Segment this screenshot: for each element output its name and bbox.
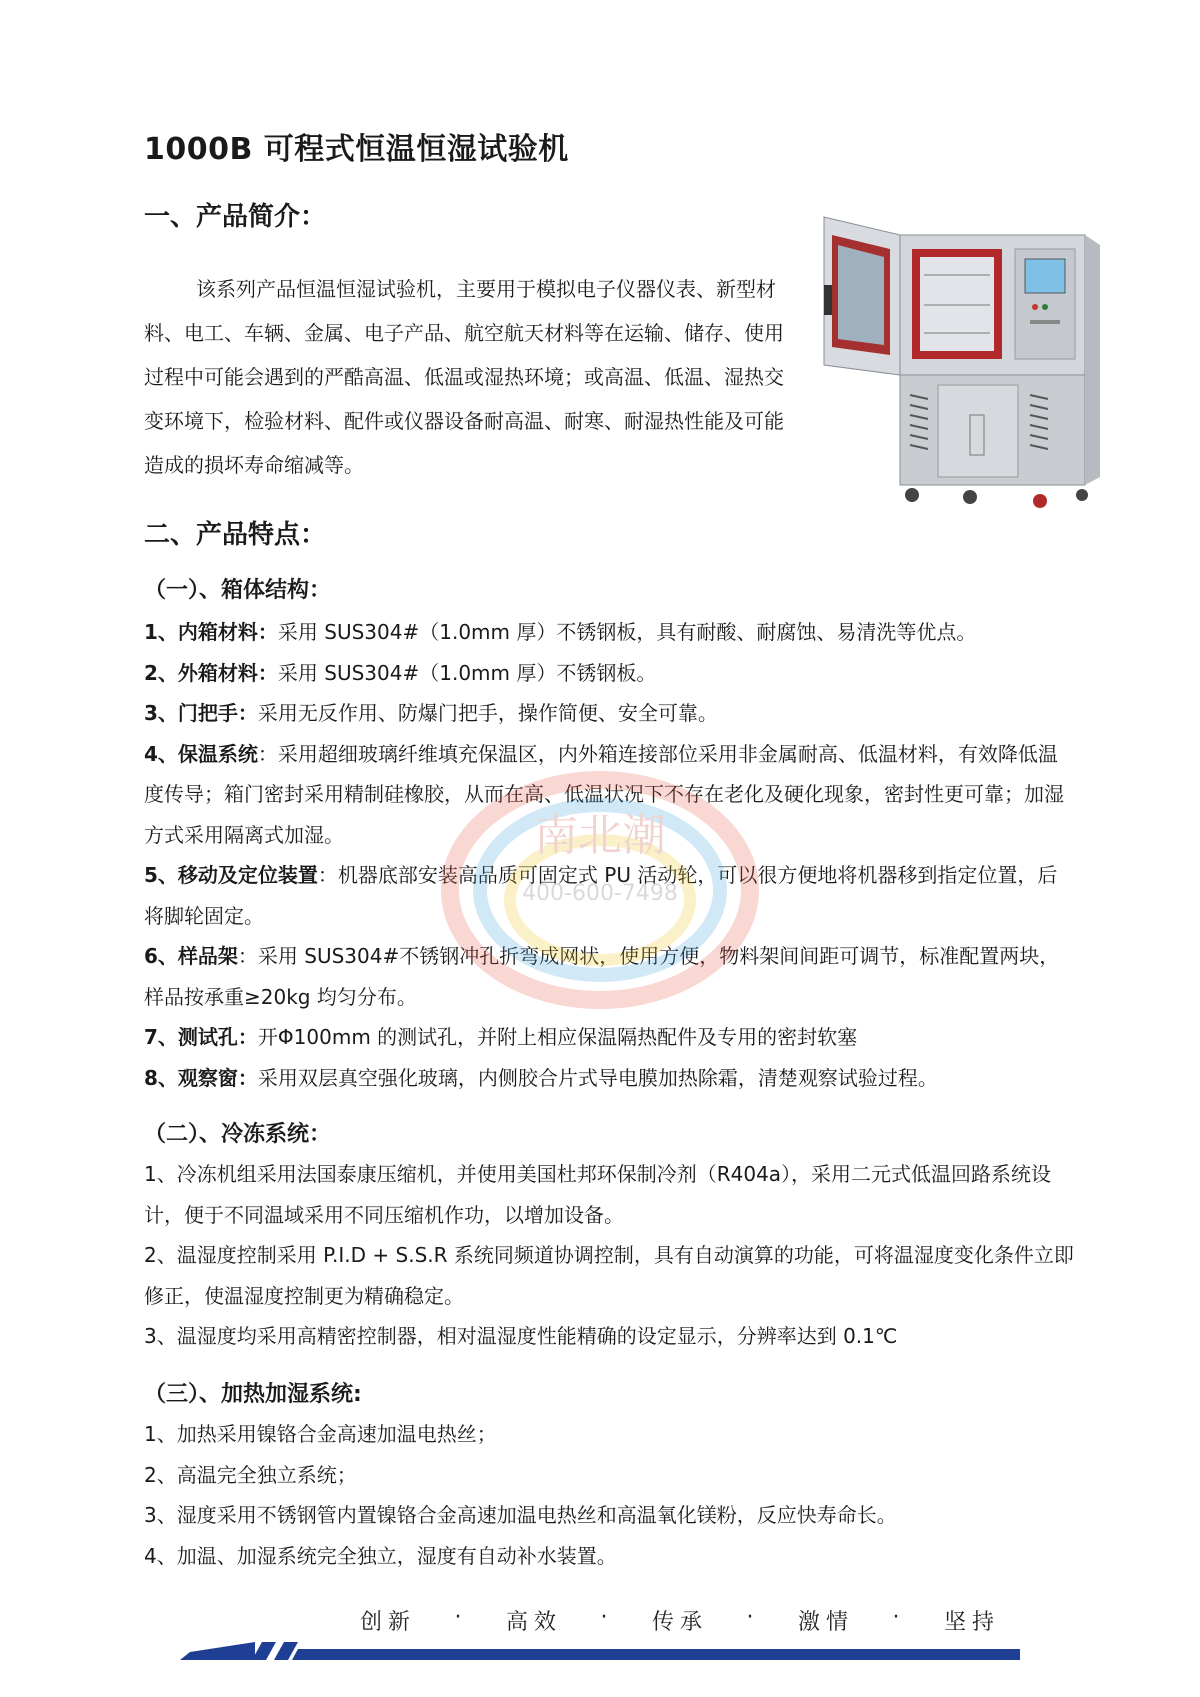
list-item: 6、样品架：采用 SUS304#不锈钢冲孔折弯成网状，使用方便，物料架间间距可调节，标准配置两块，样品按承重≥20kg 均匀分布。	[144, 944, 1060, 1009]
list-item: 2、温湿度控制采用 P.I.D + S.S.R 系统同频道协调控制，具有自动演算的功能，可将温湿度变化条件立即修正，使温湿度控制更为精确稳定。	[144, 1243, 1074, 1308]
list-item: 4、加温、加湿系统完全独立，湿度有自动补水装置。	[144, 1543, 617, 1568]
list-item: 8、观察窗：采用双层真空强化玻璃，内侧胶合片式导电膜加热除霜，清楚观察试验过程。	[144, 1065, 938, 1090]
cabinet-feature-list	[144, 612, 1074, 1098]
list-item: 4、保温系统：采用超细玻璃纤维填充保温区，内外箱连接部位采用非金属耐高、低温材料，有效降低温度传导；箱门密封采用精制硅橡胶，从而在高、低温状况下不存在老化及硬化现象，密封性更可靠；加湿方式采用隔离式加湿。	[144, 741, 1064, 847]
list-item: 7、测试孔：开Φ100mm 的测试孔，并附上相应保温隔热配件及专用的密封软塞	[144, 1025, 858, 1049]
subheading-cabinet: （一）、箱体结构：	[144, 578, 332, 603]
intro-text: 该系列产品恒温恒湿试验机，主要用于模拟电子仪器仪表、新型材料、电工、车辆、金属、电子产品、航空航天材料等在运输、储存、使用过程中可能会遇到的严酷高温、低温或湿热环境；或高温、低温、湿热交变环境下，检验材料、配件或仪器设备耐高温、耐寒、耐湿热性能及可能造成的损坏寿命缩减等。	[144, 277, 784, 477]
list-item: 1、加热采用镍铬合金高速加温电热丝；	[144, 1422, 497, 1446]
subheading-heating: （三）、加热加湿系统:	[144, 1382, 362, 1407]
section-heading-intro: 一、产品简介：	[144, 202, 327, 232]
list-item: 2、高温完全独立系统；	[144, 1462, 357, 1487]
list-item: 3、门把手：采用无反作用、防爆门把手，操作简便、安全可靠。	[144, 701, 718, 725]
intro-paragraph	[144, 267, 784, 487]
watermark-phone: 400-600-7498	[522, 881, 678, 906]
heating-feature-list	[144, 1414, 1074, 1576]
footer-bar	[180, 1640, 1020, 1660]
footer-motto: 创新 · 高效 · 传承 · 激情 · 坚持	[360, 1605, 1000, 1635]
list-item: 1、冷冻机组采用法国泰康压缩机，并使用美国杜邦环保制冷剂（R404a），采用二元式低温回路系统设计，便于不同温域采用不同压缩机作功，以增加设备。	[144, 1162, 1052, 1227]
product-image	[820, 215, 1100, 515]
list-item: 1、内箱材料：采用 SUS304#（1.0mm 厚）不锈钢板，具有耐酸、耐腐蚀、易清洗等优点。	[144, 620, 977, 644]
list-item: 3、温湿度均采用高精密控制器，相对温湿度性能精确的设定显示，分辨率达到 0.1℃	[144, 1324, 898, 1348]
list-item: 2、外箱材料：采用 SUS304#（1.0mm 厚）不锈钢板。	[144, 660, 657, 685]
watermark-brand: 南北潮	[534, 810, 666, 861]
list-item: 3、湿度采用不锈钢管内置镍铬合金高速加温电热丝和高温氧化镁粉，反应快寿命长。	[144, 1503, 897, 1527]
refrigeration-feature-list	[144, 1154, 1074, 1357]
subheading-refrigeration: （二）、冷冻系统：	[144, 1122, 332, 1147]
list-item: 5、移动及定位装置：机器底部安装高品质可固定式 PU 活动轮，可以很方便地将机器移到指定位置，后将脚轮固定。	[144, 863, 1058, 928]
section-heading-features: 二、产品特点：	[144, 520, 327, 550]
page-title: 1000B 可程式恒温恒湿试验机	[144, 132, 569, 167]
